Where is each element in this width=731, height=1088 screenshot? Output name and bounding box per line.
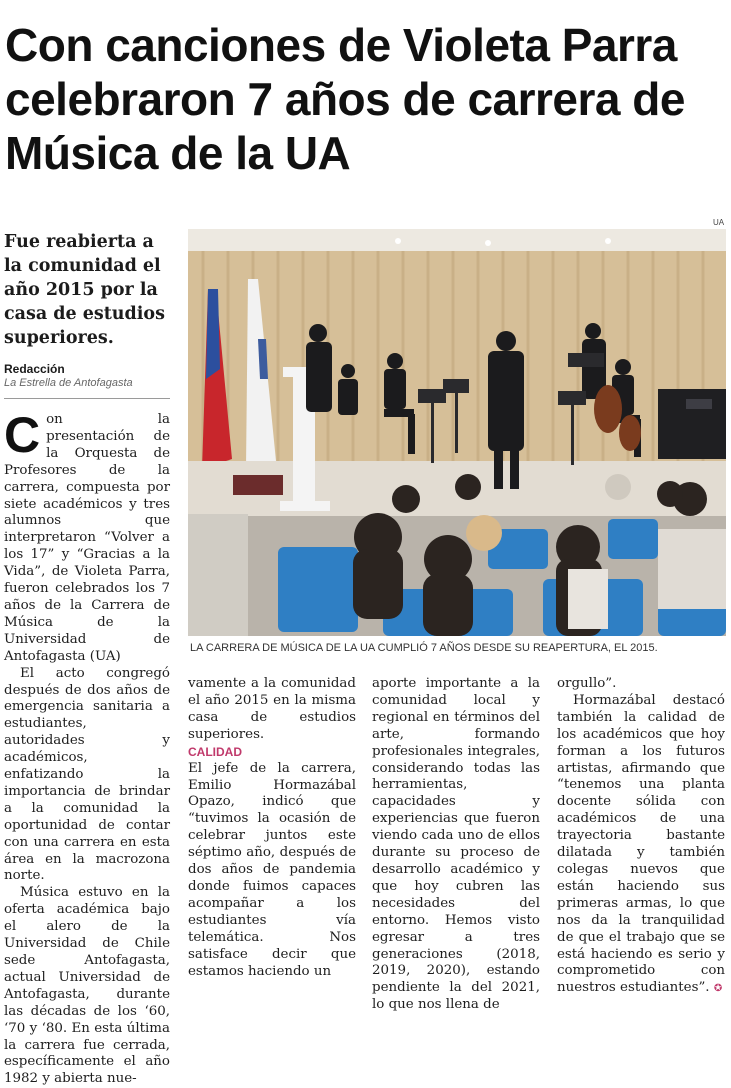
concert-photo-illustration bbox=[188, 229, 726, 636]
byline-author: Redacción bbox=[4, 362, 65, 376]
paragraph-4-continued: aporte importante a la comunidad local y regional en términos del arte, formando profesionales integrales, considerando todas las herramientas, capacidades y experiencias que fueron viendo cada uno de ellos durante su proceso de desarrollo académico y que hoy cubren las necesidades del entorno. Hemos visto egresar a tres generaciones (2018, 2019, 2020), estando pendiente la del 2021, lo que nos llena de bbox=[372, 676, 540, 1013]
end-mark-icon: ✪ bbox=[713, 983, 723, 995]
paragraph-3-continued: vamente a la comunidad el año 2015 en la misma casa de estudios superiores. bbox=[188, 676, 356, 742]
byline bbox=[4, 362, 174, 390]
lead-paragraph bbox=[4, 407, 170, 666]
article-column-2 bbox=[188, 676, 356, 980]
paragraph-4: El jefe de la carrera, Emilio Hormazábal Opazo, indicó que “tuvimos la ocasión de celebrar juntos este séptimo año, después de dos años de pandemia donde fuimos capaces acompañar a los estudiantes vía telemática. Nos satisface decir que estamos haciendo un bbox=[188, 760, 356, 979]
article-column-4 bbox=[557, 676, 725, 998]
paragraph-5-text: Hormazábal destacó también la calidad de los académicos que hoy forman a los futuros artistas, afirmando que “tenemos una planta docente sólida con académicos de una trayectoria bastante dilatada y también colegas nuevos que están haciendo sus primeras armas, lo que nos da la tranquilidad de que el trabajo que se está haciendo es serio y comprometido con nuestros estudiantes”. bbox=[557, 692, 725, 996]
lead-text: on la presentación de la Orquesta de Profesores de la carrera, compuesta por siete académicos y tres alumnos que interpretaron “Volver a los 17” y “Gracias a la Vida”, de Violeta Parra, fueron celebrados los 7 años de la Carrera de Música de la Universidad de Antofagasta (UA) bbox=[4, 412, 170, 664]
byline-publication: La Estrella de Antofagasta bbox=[4, 377, 133, 389]
article-column-3 bbox=[372, 676, 540, 1014]
photo-credit: UA bbox=[713, 218, 725, 227]
photo-caption: LA CARRERA DE MÚSICA DE LA UA CUMPLIÓ 7 AÑOS DESDE SU REAPERTURA, EL 2015. bbox=[190, 642, 658, 654]
divider bbox=[4, 398, 170, 399]
concert-photo bbox=[188, 229, 726, 636]
paragraph-2: El acto congregó después de dos años de emergencia sanitaria a estudiantes, autoridades y académicos, enfatizando la importancia de brindar a la comunidad la oportunidad de contar con una carrera en esta área en la macrozona norte. bbox=[4, 665, 170, 884]
deck-subtitle: Fue reabierta a la comunidad el año 2015 por la casa de estudios superiores. bbox=[4, 232, 165, 348]
headline: Con canciones de Violeta Parra celebraron 7 años de carrera de Música de la UA bbox=[5, 19, 685, 179]
paragraph-5 bbox=[557, 693, 725, 998]
paragraph-3: Música estuvo en la oferta académica bajo el alero de la Universidad de Chile sede Antofagasta, actual Universidad de Antofagasta, durante las décadas de los ‘60, ‘70 y ‘80. En esta última la carrera fue cerrada, específicamente el año 1982 y abierta nue- bbox=[4, 885, 170, 1087]
paragraph-4-end: orgullo”. bbox=[557, 676, 617, 691]
section-subhead: CALIDAD bbox=[188, 744, 242, 759]
article-column-1 bbox=[4, 407, 170, 1088]
drop-cap: C bbox=[4, 407, 41, 463]
